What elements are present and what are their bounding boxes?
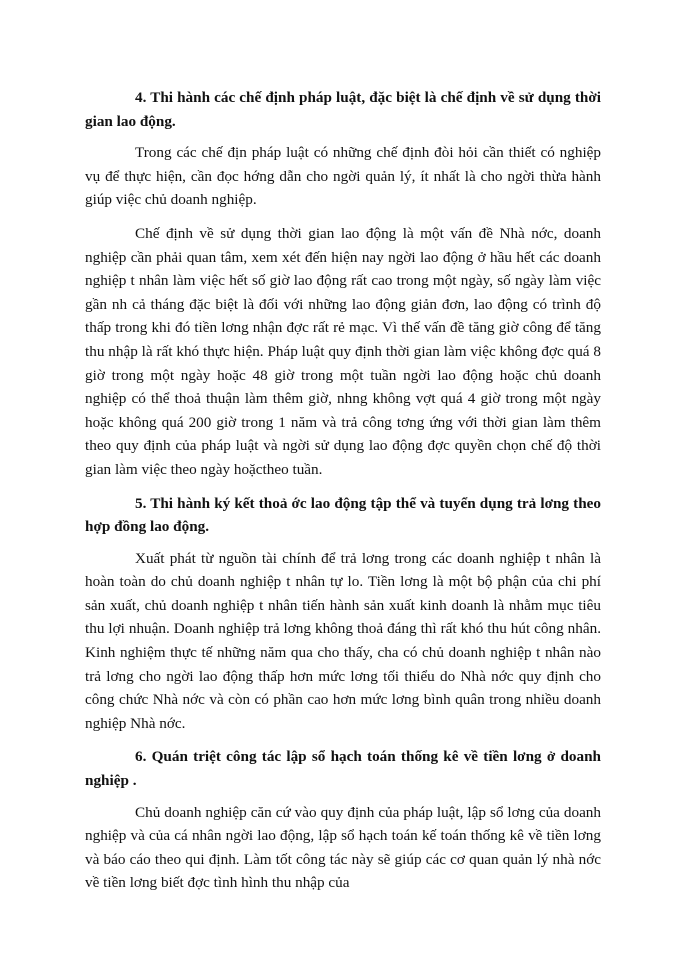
section-5 [85,492,601,736]
paragraph: Trong các chế địn pháp luật có những chế định đòi hỏi cần thiết có nghiệp vụ để thực hiện, cần đọc hớng dẫn cho ngời quản lý, ít nhất là cho ngời thừa hành giúp việc chủ doanh nghiệp. [85,144,601,209]
paragraph: Chế định về sử dụng thời gian lao động là một vấn đề Nhà nớc, doanh nghiệp cần phải quan tâm, xem xét đến hiện nay ngời lao động ở hầu hết các doanh nghiệp t nhân làm việc hết số giờ lao động rất cao trong một ngày, số ngày làm việc gần nh cả tháng đặc biệt là đối với những lao động giản đơn, lao động có trình độ thấp trong khi đó tiền lơng nhận đợc rất rẻ mạc. Vì thế vấn đề tăng giờ công để tăng thu nhập là rất khó thực hiện. Pháp luật quy định thời gian làm việc không đợc quá 8 giờ trong một ngày hoặc 48 giờ trong một tuần ngời lao động hoặc chủ doanh nghiệp có thể thoả thuận làm thêm giờ, nhng không vợt quá 4 giờ trong một ngày hoặc không quá 200 giờ trong 1 năm và trả công tơng ứng với thời gian làm thêm theo quy định của pháp luật và ngời sử dụng lao động đợc quyền chọn chế độ thời gian làm việc theo ngày hoặctheo tuần. [85,224,601,478]
paragraph: Chủ doanh nghiệp căn cứ vào quy định của pháp luật, lập sổ lơng của doanh nghiệp và của cá nhân ngời lao động, lập sổ hạch toán kế toán thống kê về tiền lơng và báo cáo theo qui định. Làm tốt công tác này sẽ giúp các cơ quan quản lý nhà nớc về tiền lơng biết đợc tình hình thu nhập của [85,803,601,892]
paragraph: Xuất phát từ nguồn tài chính để trả lơng trong các doanh nghiệp t nhân là hoàn toàn do chủ doanh nghiệp t nhân tự lo. Tiền lơng là một bộ phận của chi phí sản xuất, chủ doanh nghiệp t nhân tiến hành sản xuất kinh doanh là nhằm mục tiêu thu lợi nhuận. Doanh nghiệp trả lơng không thoả đáng thì rất khó thu hút công nhân. Kinh nghiệm thực tế những năm qua cho thấy, cha có chủ doanh nghiệp t nhân nào trả lơng cho ngời lao động thấp hơn mức lơng tối thiểu do Nhà nớc quy định cho công chức Nhà nớc và còn có phần cao hơn mức lơng bình quân trong nhiều doanh nghiệp Nhà nớc. [85,549,601,732]
document-page [85,86,601,905]
section-heading: 5. Thi hành ký kết thoả ớc lao động tập thể và tuyển dụng trả lơng theo hợp đồng lao động. [85,494,601,536]
section-6 [85,745,601,895]
section-heading: 6. Quán triệt công tác lập sổ hạch toán thống kê về tiền lơng ở doanh nghiệp . [85,748,601,790]
section-4 [85,86,601,482]
section-heading: 4. Thi hành các chế định pháp luật, đặc biệt là chế định về sử dụng thời gian lao động. [85,89,601,130]
